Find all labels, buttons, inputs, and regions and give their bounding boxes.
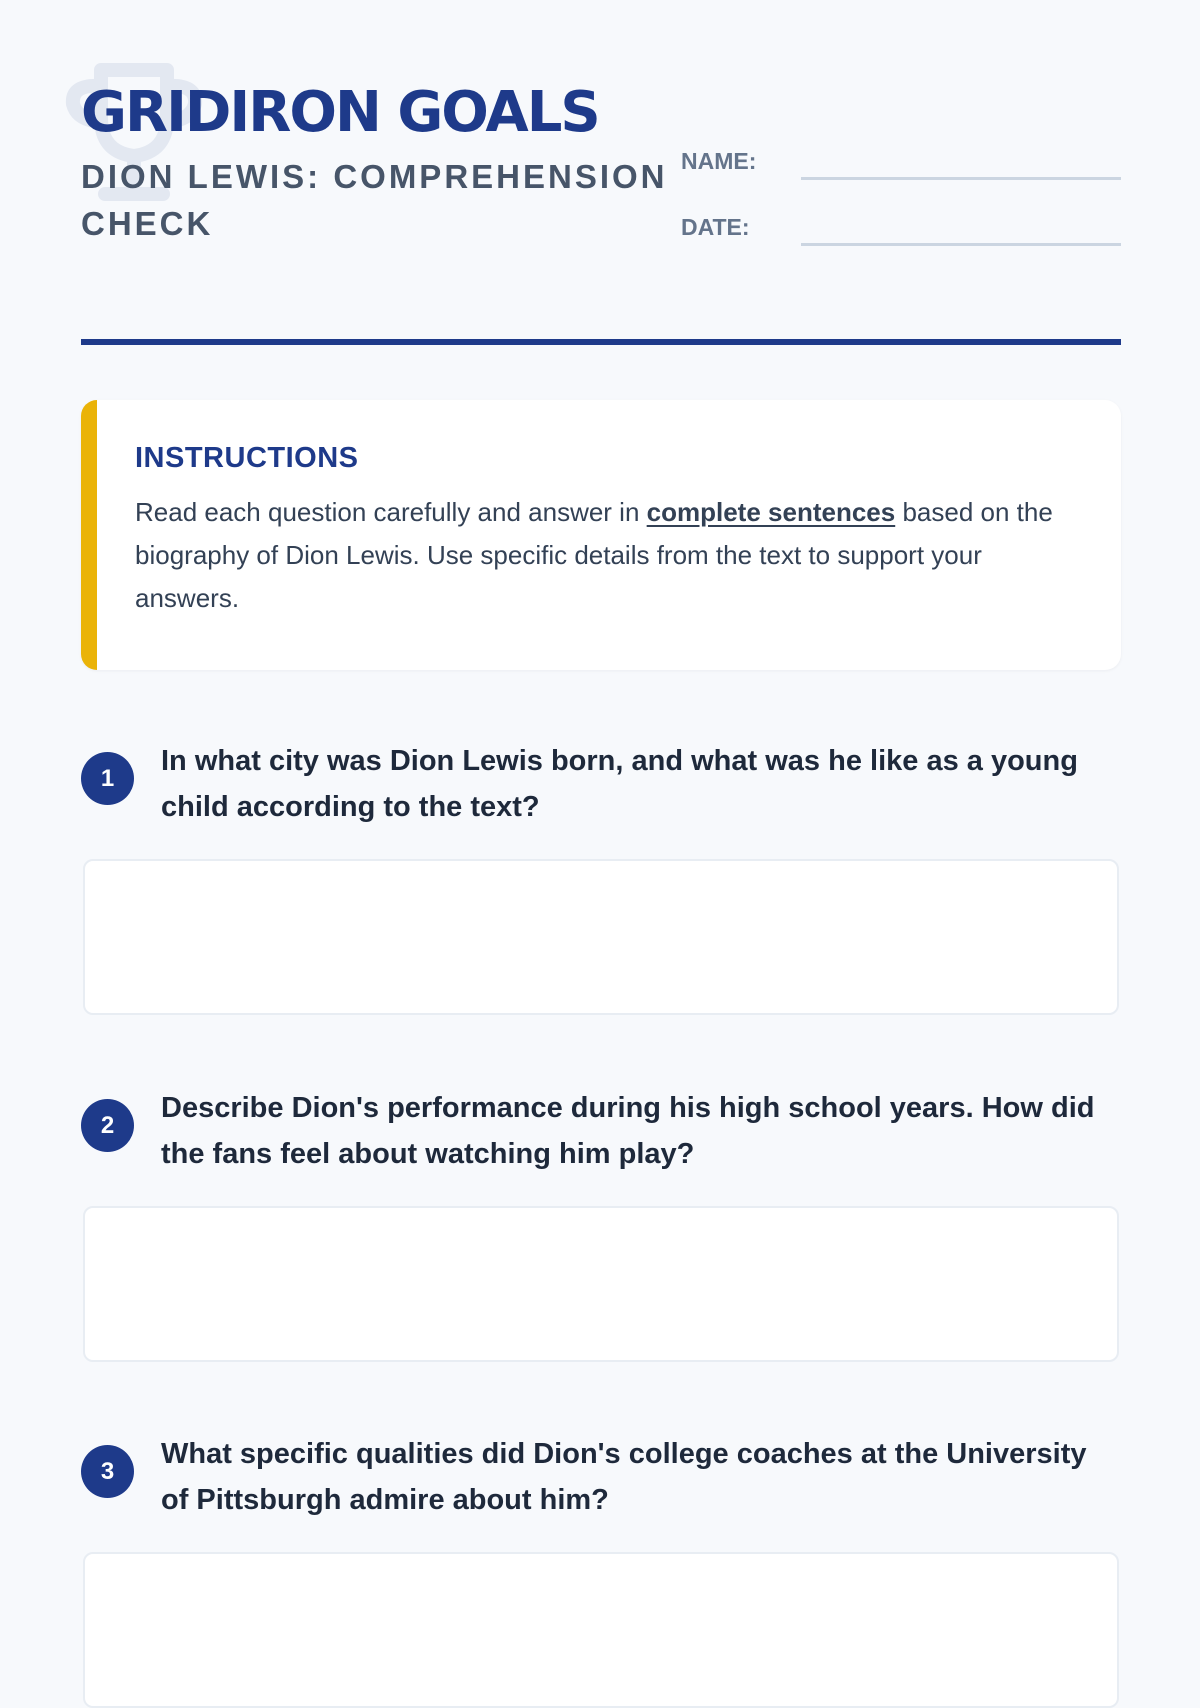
date-field — [681, 206, 1121, 272]
answer-box-1[interactable] — [83, 859, 1119, 1015]
header-divider — [81, 339, 1121, 345]
answer-box-2[interactable] — [83, 1206, 1119, 1362]
answer-box-3[interactable] — [83, 1552, 1119, 1708]
question-text: Describe Dion's performance during his high school years. How did the fans feel about watching him play? — [161, 1092, 1095, 1170]
worksheet-header — [81, 0, 1121, 347]
instructions-title: INSTRUCTIONS — [135, 442, 359, 474]
student-info-fields — [681, 140, 1121, 272]
name-label: NAME: — [681, 148, 757, 174]
instructions-card — [81, 400, 1121, 670]
instructions-text-end: based on the biography of Dion Lewis. Use specific details from the text to support your answers. — [135, 497, 1053, 613]
date-input-line[interactable] — [801, 243, 1121, 246]
question-number-badge: 1 — [81, 752, 134, 805]
question-text: In what city was Dion Lewis born, and what was he like as a young child according to the text? — [161, 745, 1078, 823]
question-text: What specific qualities did Dion's college coaches at the University of Pittsburgh admire about him? — [161, 1438, 1087, 1516]
instructions-text — [135, 491, 1071, 620]
worksheet-page — [81, 0, 1121, 1600]
instructions-text-start: Read each question carefully and answer in — [135, 497, 647, 527]
question-number-badge: 2 — [81, 1099, 134, 1152]
name-input-line[interactable] — [801, 177, 1121, 180]
brand-title: GRIDIRON GOALS — [81, 80, 599, 145]
name-field — [681, 140, 1121, 206]
worksheet-subtitle: DION LEWIS: COMPREHENSION CHECK — [81, 158, 668, 242]
question-number-badge: 3 — [81, 1445, 134, 1498]
instructions-emphasis: complete sentences — [646, 497, 896, 527]
date-label: DATE: — [681, 214, 750, 240]
